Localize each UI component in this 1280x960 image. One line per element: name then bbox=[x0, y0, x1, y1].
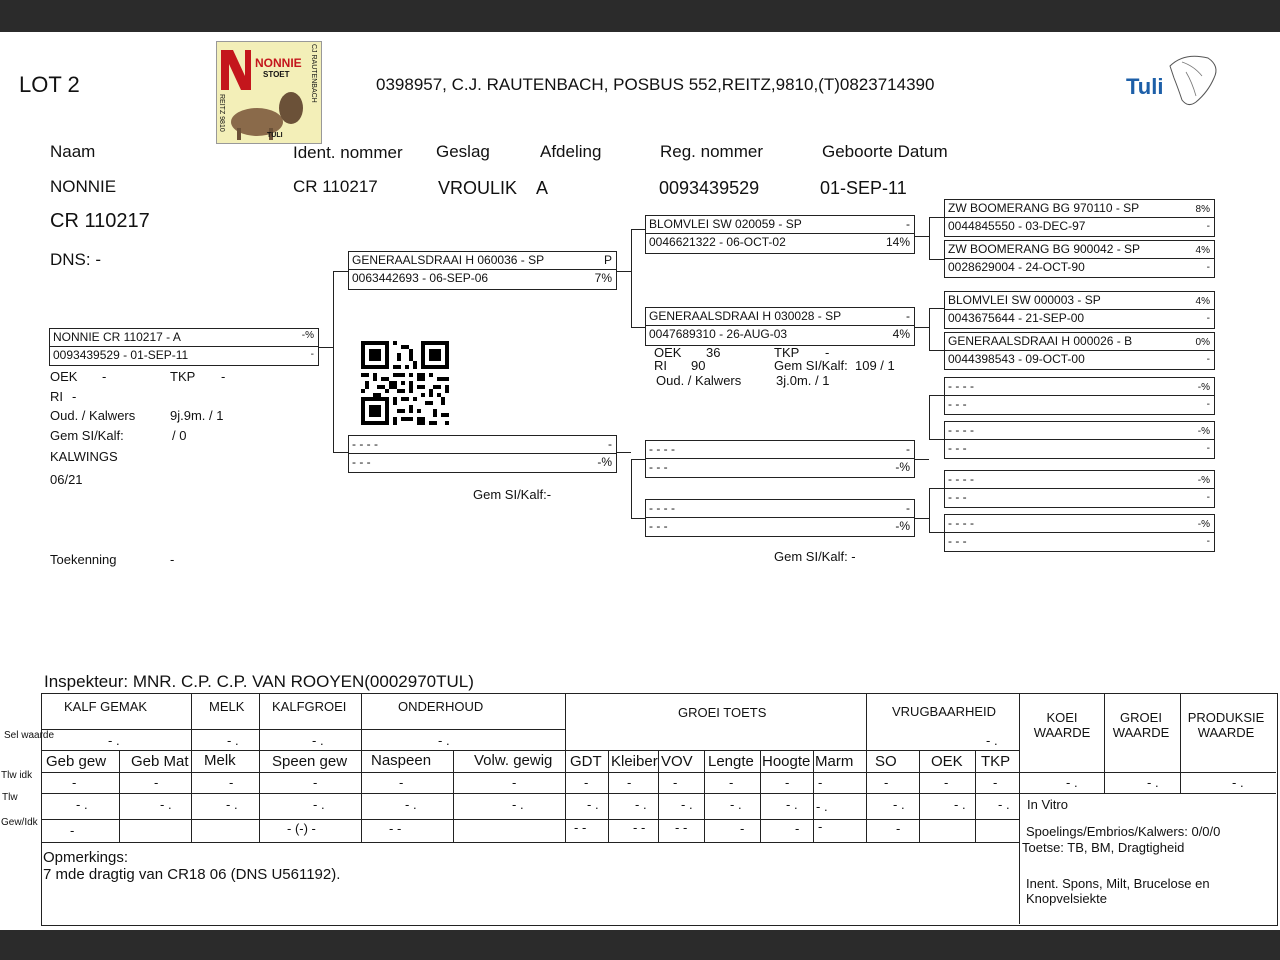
gp-box-1 bbox=[645, 215, 915, 254]
ggp1-r2: - bbox=[1206, 221, 1210, 232]
ggp3-line2: 0043675644 - 21-SEP-00 bbox=[948, 311, 1085, 325]
ri-label: RI bbox=[50, 389, 63, 404]
inent-2: Knopvelsiekte bbox=[1026, 891, 1107, 906]
spoelings: Spoelings/Embrios/Kalwers: 0/0/0 bbox=[1026, 824, 1221, 839]
tlw-idk-value: - bbox=[627, 775, 632, 790]
dam-line1: - - - - bbox=[352, 437, 378, 451]
row-label-tlw-idk: Tlw idk bbox=[1, 770, 33, 781]
tlw-value: - . bbox=[587, 797, 599, 812]
tlw-idk-value: - bbox=[313, 775, 318, 790]
ggp5-r2: - bbox=[1206, 399, 1210, 410]
gp2-oud-label: Oud. / Kalwers bbox=[656, 373, 742, 388]
sire-line2: 0063442693 - 06-SEP-06 bbox=[352, 271, 489, 285]
gp1-line2: 0046621322 - 06-OCT-02 bbox=[649, 235, 786, 249]
gp4-pct: -% bbox=[895, 519, 910, 533]
tlw-idk-value: - bbox=[944, 775, 949, 790]
kalwings-label: KALWINGS bbox=[50, 449, 118, 464]
gp-box-2 bbox=[645, 307, 915, 346]
ri-value: - bbox=[72, 389, 77, 404]
ggp1-line1: ZW BOOMERANG BG 970110 - SP bbox=[948, 201, 1140, 215]
kalwings-value: 06/21 bbox=[50, 472, 83, 487]
toetse: Toetse: TB, BM, Dragtigheid bbox=[1022, 840, 1185, 855]
tlw-value: - . bbox=[893, 797, 905, 812]
tlw-value: - . bbox=[998, 797, 1010, 812]
gew-idk-value: - bbox=[740, 821, 745, 836]
gp2-r1: - bbox=[906, 309, 910, 323]
inspector: Inspekteur: MNR. C.P. C.P. VAN ROOYEN(0002970TUL) bbox=[44, 672, 474, 691]
ggp2-r2: - bbox=[1206, 262, 1210, 273]
breeder-info: 0398957, C.J. RAUTENBACH, POSBUS 552,REITZ,9810,(T)0823714390 bbox=[376, 75, 935, 94]
ggp-box-6 bbox=[944, 421, 1215, 459]
tlw-idk-value: - bbox=[154, 775, 159, 790]
tlw-idk-value: - bbox=[512, 775, 517, 790]
ggp7-line1: - - - - bbox=[948, 472, 974, 486]
ggp2-line2: 0028629004 - 24-OCT-90 bbox=[948, 260, 1085, 274]
group-kalfgroei: KALFGROEI bbox=[272, 699, 347, 714]
group-groei-waarde: GROEI WAARDE bbox=[1112, 710, 1170, 740]
ggp3-pct: 4% bbox=[1195, 296, 1210, 307]
gew-idk-value: - - bbox=[675, 820, 688, 835]
gp-gem: Gem SI/Kalf: - bbox=[774, 549, 856, 564]
subject-line1: NONNIE CR 110217 - A bbox=[53, 330, 181, 344]
subject-box bbox=[49, 328, 319, 366]
sel-kalfgroei: - . bbox=[312, 733, 324, 748]
col-hoogte: Hoogte bbox=[762, 753, 811, 770]
ggp2-line1: ZW BOOMERANG BG 900042 - SP bbox=[948, 242, 1141, 256]
group-koei-waarde: KOEI WAARDE bbox=[1033, 710, 1091, 740]
bottom-bar bbox=[0, 930, 1280, 960]
tlw-idk-value: - bbox=[818, 775, 823, 790]
ggp4-line1: GENERAALSDRAAI H 000026 - B bbox=[948, 334, 1133, 348]
subject-r2: - bbox=[310, 349, 314, 360]
gew-idk-value: - - bbox=[633, 820, 646, 835]
ggp-box-2 bbox=[944, 240, 1215, 278]
gew-idk-value: - - bbox=[389, 821, 402, 836]
ggp6-r2: - bbox=[1206, 443, 1210, 454]
label-reg: Reg. nommer bbox=[660, 142, 763, 161]
group-groei-toets: GROEI TOETS bbox=[678, 705, 767, 720]
tlw-value: - . bbox=[730, 797, 742, 812]
dam-gem: Gem SI/Kalf:- bbox=[473, 487, 552, 502]
tlw-value: - . bbox=[405, 797, 417, 812]
gp3-line1: - - - - bbox=[649, 442, 675, 456]
tlw-value: - . bbox=[786, 797, 798, 812]
tlw-value: - . bbox=[313, 797, 325, 812]
ggp-box-3 bbox=[944, 291, 1215, 329]
group-onderhoud: ONDERHOUD bbox=[398, 699, 484, 714]
logo-right-text: CJ RAUTENBACH bbox=[310, 44, 317, 103]
tuli-logo bbox=[1122, 48, 1222, 112]
dam-r1: - bbox=[608, 437, 612, 451]
tlw-value: - . bbox=[226, 797, 238, 812]
inent: Inent. Spons, Milt, Brucelose en bbox=[1026, 876, 1210, 891]
gp2-gem-label: Gem SI/Kalf: bbox=[774, 358, 848, 373]
sire-box bbox=[348, 251, 617, 290]
toekenning-label: Toekenning bbox=[50, 552, 117, 567]
tlw-idk-value: - bbox=[729, 775, 734, 790]
col-tkp: TKP bbox=[981, 753, 1011, 770]
gew-idk-value: - bbox=[795, 821, 800, 836]
gp3-pct: -% bbox=[895, 460, 910, 474]
sel-groei: - . bbox=[1147, 775, 1159, 790]
tlw-idk-value: - bbox=[584, 775, 589, 790]
group-produksie-waarde: PRODUKSIE WAARDE bbox=[1187, 710, 1265, 740]
tlw-idk-value: - bbox=[673, 775, 678, 790]
value-reg: 0093439529 bbox=[659, 178, 760, 198]
value-naam: NONNIE bbox=[50, 177, 117, 196]
ggp7-pct: -% bbox=[1197, 475, 1210, 486]
sire-pct: 7% bbox=[594, 271, 612, 285]
stud-logo bbox=[216, 41, 322, 144]
col-gdt: GDT bbox=[570, 753, 602, 770]
sel-produksie: - . bbox=[1232, 775, 1244, 790]
dam-box bbox=[348, 435, 617, 473]
gew-idk-value: - (-) - bbox=[287, 821, 316, 836]
subject-line2: 0093439529 - 01-SEP-11 bbox=[53, 348, 189, 362]
gp2-pct: 4% bbox=[892, 327, 910, 341]
col-geb-gew: Geb gew bbox=[46, 753, 107, 770]
gp2-oek-value: 36 bbox=[706, 345, 721, 360]
value-afdeling: A bbox=[536, 178, 549, 198]
value-ident: CR 110217 bbox=[293, 177, 378, 196]
group-melk: MELK bbox=[209, 699, 245, 714]
opmerkings-text: 7 mde dragtig van CR18 06 (DNS U561192). bbox=[43, 866, 341, 883]
opmerkings-label: Opmerkings: bbox=[43, 849, 129, 866]
oud-value: 9j.9m. / 1 bbox=[170, 408, 224, 423]
ggp-box-1 bbox=[944, 199, 1215, 237]
tlw-idk-value: - bbox=[399, 775, 404, 790]
col-naspeen: Naspeen bbox=[371, 752, 432, 769]
col-vov: VOV bbox=[661, 753, 693, 770]
lot-title: LOT 2 bbox=[19, 72, 80, 97]
tlw-value: - . bbox=[954, 797, 966, 812]
col-melk: Melk bbox=[204, 752, 236, 769]
ggp-box-8 bbox=[944, 514, 1215, 552]
label-ident: Ident. nommer bbox=[293, 143, 403, 162]
col-so: SO bbox=[875, 753, 897, 770]
gp2-oud-value: 3j.0m. / 1 bbox=[776, 373, 830, 388]
tlw-value: - . bbox=[681, 797, 693, 812]
gp4-r1: - bbox=[906, 501, 910, 515]
label-afdeling: Afdeling bbox=[540, 142, 602, 161]
logo-left-text: REITZ 9810 bbox=[218, 94, 225, 132]
gp2-line2: 0047689310 - 26-AUG-03 bbox=[649, 327, 788, 341]
ggp-box-7 bbox=[944, 470, 1215, 508]
gem-label: Gem SI/Kalf: bbox=[50, 428, 124, 443]
gp-box-3 bbox=[645, 440, 915, 478]
ggp-box-5 bbox=[944, 377, 1215, 415]
row-label-sel: Sel waarde bbox=[4, 730, 55, 741]
gp1-line1: BLOMVLEI SW 020059 - SP bbox=[649, 217, 802, 231]
gem-value: / 0 bbox=[172, 428, 187, 443]
ggp4-pct: 0% bbox=[1195, 337, 1210, 348]
tuli-logo-text: Tuli bbox=[1126, 74, 1164, 99]
tlw-value: - . bbox=[160, 797, 172, 812]
ggp8-pct: -% bbox=[1197, 519, 1210, 530]
tlw-idk-value: - bbox=[884, 775, 889, 790]
gew-idk-value: - bbox=[70, 823, 75, 838]
sel-melk: - . bbox=[227, 733, 239, 748]
ggp1-pct: 8% bbox=[1195, 204, 1210, 215]
ggp7-line2: - - - bbox=[948, 490, 967, 504]
toekenning-value: - bbox=[170, 552, 175, 567]
sel-vrugbaarheid: - . bbox=[986, 733, 998, 748]
dam-line2: - - - bbox=[352, 455, 371, 469]
dns-value: DNS: - bbox=[50, 250, 101, 269]
tlw-value: - . bbox=[816, 799, 828, 814]
ggp4-r2: - bbox=[1206, 354, 1210, 365]
gp2-gem-value: 109 / 1 bbox=[855, 358, 895, 373]
logo-sub: STOET bbox=[263, 70, 290, 79]
ggp5-pct: -% bbox=[1197, 382, 1210, 393]
gp1-r1: - bbox=[906, 217, 910, 231]
qr-code-icon bbox=[361, 341, 449, 425]
ggp3-r2: - bbox=[1206, 313, 1210, 324]
ggp5-line1: - - - - bbox=[948, 379, 974, 393]
gp-box-4 bbox=[645, 499, 915, 537]
ggp8-r2: - bbox=[1206, 536, 1210, 547]
ggp7-r2: - bbox=[1206, 492, 1210, 503]
sel-kalf-gemak: - . bbox=[108, 733, 120, 748]
col-kleiber: Kleiber bbox=[611, 753, 658, 770]
gp2-tkp-value: - bbox=[825, 345, 830, 360]
gew-idk-value: - - bbox=[574, 820, 587, 835]
gp2-tkp-label: TKP bbox=[774, 345, 800, 360]
row-label-gew: Gew/Idk bbox=[1, 817, 38, 828]
oud-label: Oud. / Kalwers bbox=[50, 408, 136, 423]
tlw-value: - . bbox=[635, 797, 647, 812]
ggp8-line1: - - - - bbox=[948, 516, 974, 530]
value-geboorte: 01-SEP-11 bbox=[820, 178, 907, 198]
ggp8-line2: - - - bbox=[948, 534, 967, 548]
in-vitro: In Vitro bbox=[1027, 797, 1068, 812]
gp1-pct: 14% bbox=[885, 235, 910, 249]
ggp-box-4 bbox=[944, 332, 1215, 370]
label-geboorte: Geboorte Datum bbox=[822, 142, 948, 161]
gew-idk-value: - bbox=[818, 819, 823, 834]
gp3-r1: - bbox=[906, 442, 910, 456]
tlw-value: - . bbox=[76, 797, 88, 812]
ggp2-pct: 4% bbox=[1195, 245, 1210, 256]
oek-value: - bbox=[102, 369, 107, 384]
gp2-ri-label: RI bbox=[654, 358, 667, 373]
tlw-value: - . bbox=[512, 797, 524, 812]
group-kalf-gemak: KALF GEMAK bbox=[64, 699, 148, 714]
sire-line1: GENERAALSDRAAI H 060036 - SP bbox=[352, 253, 545, 267]
logo-name: NONNIE bbox=[255, 56, 302, 70]
sire-r1: P bbox=[603, 253, 612, 267]
col-speen-gew: Speen gew bbox=[272, 753, 348, 770]
oek-label: OEK bbox=[50, 369, 78, 384]
col-geb-mat: Geb Mat bbox=[131, 753, 189, 770]
col-marm: Marm bbox=[815, 753, 854, 770]
tlw-idk-value: - bbox=[229, 775, 234, 790]
top-bar bbox=[0, 0, 1280, 32]
ggp6-line1: - - - - bbox=[948, 423, 974, 437]
ggp6-line2: - - - bbox=[948, 441, 967, 455]
value-geslag: VROULIK bbox=[438, 178, 518, 198]
ggp3-line1: BLOMVLEI SW 000003 - SP bbox=[948, 293, 1101, 307]
label-naam: Naam bbox=[50, 142, 96, 161]
ggp4-line2: 0044398543 - 09-OCT-00 bbox=[948, 352, 1085, 366]
row-label-tlw: Tlw bbox=[2, 792, 18, 803]
col-volw-gewig: Volw. gewig bbox=[474, 752, 553, 769]
gp4-line1: - - - - bbox=[649, 501, 675, 515]
gp4-line2: - - - bbox=[649, 519, 668, 533]
col-lengte: Lengte bbox=[708, 753, 754, 770]
dam-pct: -% bbox=[597, 455, 612, 469]
col-oek: OEK bbox=[931, 753, 963, 770]
gp2-oek-label: OEK bbox=[654, 345, 682, 360]
gp3-line2: - - - bbox=[649, 460, 668, 474]
subject-pct: -% bbox=[301, 330, 314, 341]
ggp5-line2: - - - bbox=[948, 397, 967, 411]
gew-idk-value: - bbox=[896, 821, 901, 836]
gp2-line1: GENERAALSDRAAI H 030028 - SP bbox=[649, 309, 842, 323]
tlw-idk-value: - bbox=[993, 775, 998, 790]
gp2-ri-value: 90 bbox=[691, 358, 706, 373]
tlw-idk-value: - bbox=[72, 775, 77, 790]
ggp1-line2: 0044845550 - 03-DEC-97 bbox=[948, 219, 1086, 233]
tkp-value: - bbox=[221, 369, 226, 384]
big-ident: CR 110217 bbox=[50, 210, 150, 232]
logo-bottom: TULI bbox=[267, 132, 283, 139]
tkp-label: TKP bbox=[170, 369, 196, 384]
sel-koei: - . bbox=[1066, 775, 1078, 790]
label-geslag: Geslag bbox=[436, 142, 490, 161]
sel-onderhoud: - . bbox=[438, 733, 450, 748]
ggp6-pct: -% bbox=[1197, 426, 1210, 437]
group-vrugbaarheid: VRUGBAARHEID bbox=[892, 704, 997, 719]
tlw-idk-value: - bbox=[785, 775, 790, 790]
